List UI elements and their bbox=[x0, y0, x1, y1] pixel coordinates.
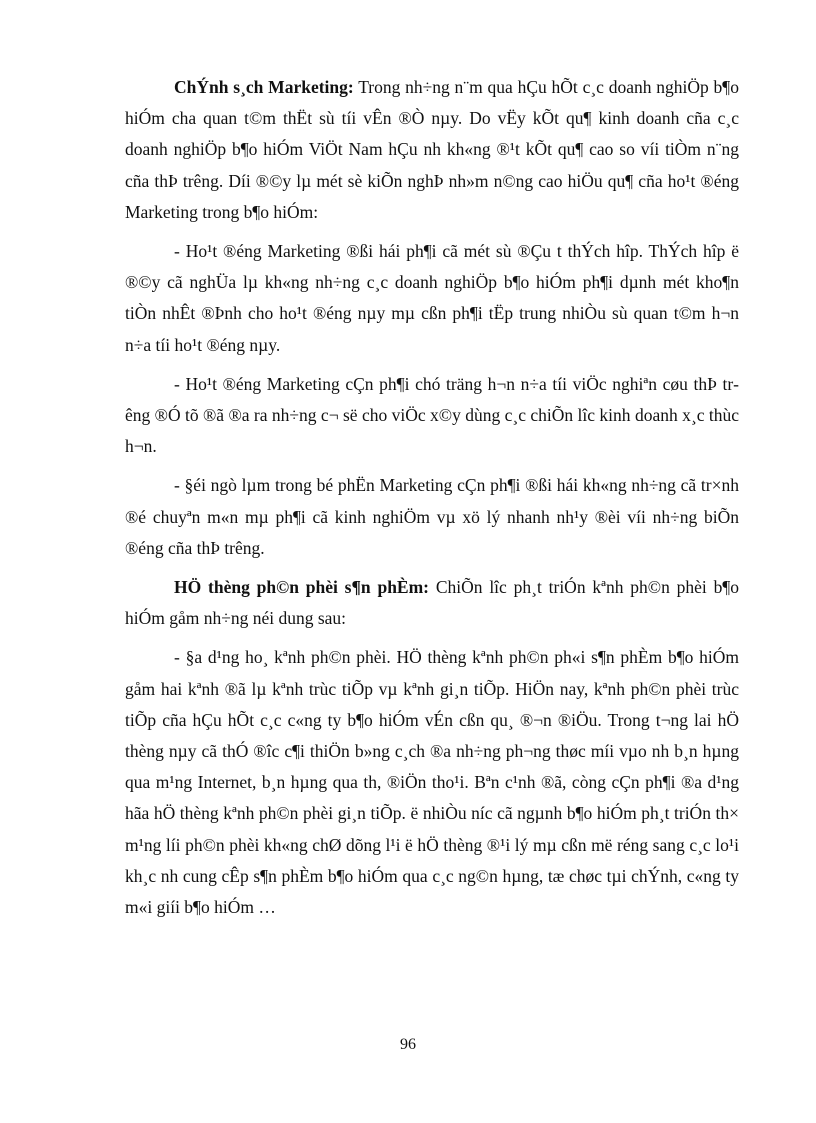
paragraph-text: - Ho¹t ®éng Marketing cÇn ph¶i chó träng h¬n n÷a tíi viÖc nghiªn cøu thÞ trêng ®Ó tõ ®ã ®a ra nh÷ng c¬ së cho viÖc x©y dùng c¸c chiÕn lîc kinh doanh x¸c thùc h¬n. bbox=[125, 373, 739, 457]
paragraph-marketing-investment bbox=[125, 236, 739, 361]
paragraph-channel-diversification bbox=[125, 642, 739, 923]
paragraph-text: - §a d¹ng ho¸ kªnh ph©n phèi. HÖ thèng kªnh ph©n ph«i s¶n phÈm b¶o hiÓm gåm hai kªnh ®ã lµ kªnh trùc tiÕp vµ kªnh gi¸n tiÕp. HiÖn nay, kªnh ph©n phèi trùc tiÕp cña hÇu hÕt c¸c c«ng ty b¶o hiÓm vÉn cßn qu¸ ®¬n ®iÖu. Trong t¬ng lai hÖ thèng nµy cã thÓ ®îc c¶i thiÖn b»ng c¸ch ®a nh÷ng ph¬ng thøc míi vµo nh b¸n hµng qua m¹ng Internet, b¸n hµng qua th, ®iÖn tho¹i. Bªn c¹nh ®ã, còng cÇn ph¶i ®a d¹ng hãa hÖ thèng kªnh ph©n phèi gi¸n tiÕp. ë nhiÒu níc cã ngµnh b¶o hiÓm ph¸t triÓn th× m¹ng líi ph©n phèi kh«ng chØ dõng l¹i ë hÖ thèng ®¹i lý mµ cßn më réng sang c¸c lo¹i kh¸c nh cung cÊp s¶n phÈm b¶o hiÓm qua c¸c ng©n hµng, tæ chøc tµi chÝnh, c«ng ty m«i giíi b¶o hiÓm … bbox=[125, 647, 739, 918]
paragraph-distribution-system bbox=[125, 572, 739, 634]
section-heading-distribution: HÖ thèng ph©n phèi s¶n phÈm: bbox=[174, 577, 430, 598]
paragraph-text: ChiÕn lîc ph¸t triÓn kªnh ph©n phèi b¶o hiÓm gåm nh÷ng néi dung sau: bbox=[125, 577, 740, 629]
page-number: 96 bbox=[400, 1036, 416, 1053]
paragraph-market-research bbox=[125, 369, 739, 463]
paragraph-text: - Ho¹t ®éng Marketing ®ßi hái ph¶i cã mét sù ®Çu t thÝch hîp. ThÝch hîp ë ®©y cã nghÜa lµ kh«ng nh÷ng c¸c doanh nghiÖp b¶o hiÓm ph¶i dµnh mét kho¶n tiÒn nhÊt ®Þnh cho ho¹t ®éng nµy mµ cßn ph¶i tËp trung nhiÒu sù quan t©m h¬n n÷a tíi ho¹t ®éng nµy. bbox=[125, 241, 739, 355]
paragraph-text: - §éi ngò lµm trong bé phËn Marketing cÇn ph¶i ®ßi hái kh«ng nh÷ng cã tr×nh ®é chuyªn m«n mµ ph¶i cã kinh nghiÖm vµ xö lý nhanh nh¹y ®èi víi nh÷ng biÕn ®éng cña thÞ trêng. bbox=[125, 475, 739, 558]
section-heading-marketing: ChÝnh s¸ch Marketing: bbox=[174, 77, 354, 97]
paragraph-text: Trong nh÷ng n¨m qua hÇu hÕt c¸c doanh nghiÖp b¶o hiÓm cha quan t©m thËt sù tíi vÊn ®Ò nµy. Do vËy kÕt qu¶ kinh doanh cña c¸c doanh nghiÖp b¶o hiÓm ViÖt Nam hÇu nh kh«ng ®¹t kÕt qu¶ cao so víi tiÒm n¨ng cña thÞ trêng. Díi ®©y lµ mét sè kiÕn nghÞ nh»m n©ng cao hiÖu qu¶ cña ho¹t ®éng Marketing trong b¶o hiÓm: bbox=[125, 77, 739, 222]
paragraph-marketing-staff bbox=[125, 470, 739, 564]
page-body bbox=[125, 72, 739, 931]
paragraph-marketing-policy bbox=[125, 72, 739, 228]
